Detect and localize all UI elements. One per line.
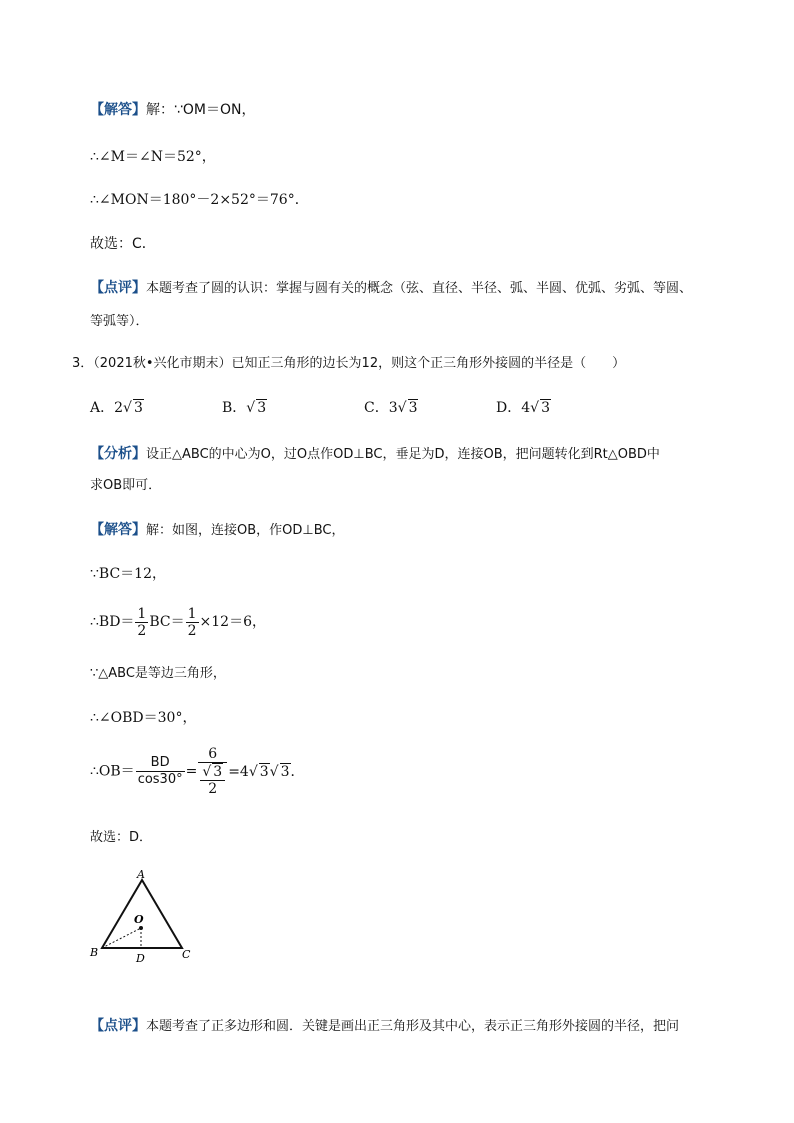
- half-fraction: [186, 606, 199, 639]
- comment-text: 本题考查了正多边形和圆．关键是画出正三角形及其中心，表示正三角形外接圆的半径，把问: [146, 1019, 680, 1034]
- q3-analysis: [90, 444, 660, 465]
- option-radicand: 3: [133, 400, 143, 416]
- question-text: 已知正三角形的边长为12，则这个正三角形外接圆的半径是（ ）: [231, 356, 626, 371]
- bd-mid: BC＝: [149, 614, 185, 630]
- answer-tag: 【解答】: [90, 102, 146, 118]
- question-source: （2021秋•兴化市期末）: [93, 356, 232, 371]
- option-coef: 2: [114, 400, 124, 416]
- q2-step1: ∴∠M＝∠N＝52°，: [90, 149, 216, 165]
- q3-comment: [90, 1016, 679, 1037]
- q3-answer-line: [90, 520, 345, 541]
- comment-tag: 【点评】: [90, 280, 146, 296]
- comment-tag: 【点评】: [90, 1018, 146, 1034]
- answer-intro: 解：∵OM＝ON，: [146, 102, 256, 118]
- option-coef: 3: [388, 400, 398, 416]
- fraction-numerator: 1: [187, 605, 197, 622]
- center-point-o: [139, 926, 143, 930]
- q2-comment-cont: 等弧等）．: [90, 314, 149, 329]
- q2-step2: ∴∠MON＝180°－2×52°＝76°．: [90, 192, 309, 208]
- triangle-figure: [84, 868, 204, 968]
- option-coef: 4: [521, 400, 531, 416]
- period: ．: [290, 763, 305, 780]
- answer-intro: 解：如图，连接OB，作OD⊥BC，: [146, 523, 345, 538]
- inner-fraction: [200, 763, 225, 797]
- inner-denominator: 2: [208, 781, 218, 797]
- ob-prefix: ∴OB＝: [90, 763, 135, 780]
- fraction-numerator: 1: [137, 605, 147, 622]
- option-a: A．2√ 3: [90, 400, 143, 416]
- option-letter: A．: [90, 400, 115, 416]
- equals-sign: =: [185, 763, 198, 780]
- radicand: 3: [259, 763, 269, 780]
- label-c: C: [182, 948, 191, 961]
- result: =4√ 3√ 3．: [228, 763, 305, 780]
- q3-bd-line: [90, 604, 266, 640]
- bd-suffix: ×12＝6，: [199, 614, 266, 630]
- fraction-denominator: 2: [187, 622, 197, 639]
- comment-text: 本题考查了圆的认识：掌握与圆有关的概念（弦、直径、半径、弧、半圆、优弧、劣弧、等圆、: [146, 281, 693, 296]
- q2-choice: 故选：C．: [90, 236, 156, 252]
- radicand: 3: [280, 763, 290, 780]
- option-letter: C．: [364, 400, 389, 416]
- label-b: B: [90, 946, 99, 959]
- half-fraction: [135, 606, 148, 639]
- ob-fraction-1: [136, 755, 185, 788]
- inner-numerator: √ 3: [200, 763, 225, 781]
- q2-answer-line: [90, 100, 256, 120]
- fraction-denominator: cos30°: [137, 772, 183, 787]
- option-b: B．√ 3: [222, 400, 267, 416]
- option-d: D．4√ 3: [496, 400, 550, 416]
- option-letter: D．: [496, 400, 522, 416]
- question-number: 3．: [72, 356, 94, 371]
- option-letter: B．: [222, 400, 247, 416]
- q3-equilateral: ∵△ABC是等边三角形，: [90, 666, 226, 681]
- answer-tag: 【解答】: [90, 522, 146, 538]
- analysis-text: 设正△ABC的中心为O，过O点作OD⊥BC，垂足为D，连接OB，把问题转化到Rt△OBD中: [146, 447, 660, 462]
- label-a: A: [137, 868, 145, 881]
- radicand: 3: [213, 764, 223, 780]
- fraction-numerator: BD: [136, 755, 185, 772]
- q3-choice: 故选：D．: [90, 830, 153, 845]
- option-radicand: 3: [541, 400, 550, 416]
- label-d: D: [136, 952, 145, 965]
- fraction-numerator: 6: [198, 746, 227, 763]
- option-radicand: 3: [257, 400, 267, 416]
- q3-angle: ∴∠OBD＝30°，: [90, 710, 197, 726]
- analysis-tag: 【分析】: [90, 446, 146, 462]
- ob-fraction-2: [198, 746, 227, 797]
- fraction-denominator: 2: [137, 622, 147, 639]
- q2-comment: [90, 278, 692, 299]
- result-coef: =4: [228, 763, 249, 780]
- option-c: C．3√ 3: [364, 400, 418, 416]
- fraction-denominator: [198, 763, 227, 797]
- q3-question-line: [72, 354, 625, 374]
- q3-given: ∵BC＝12，: [90, 566, 166, 582]
- label-o: O: [134, 913, 144, 926]
- q3-analysis-cont: 求OB即可．: [90, 478, 162, 493]
- q3-ob-line: [90, 746, 305, 797]
- option-radicand: 3: [408, 400, 418, 416]
- bd-prefix: ∴BD＝: [90, 614, 135, 630]
